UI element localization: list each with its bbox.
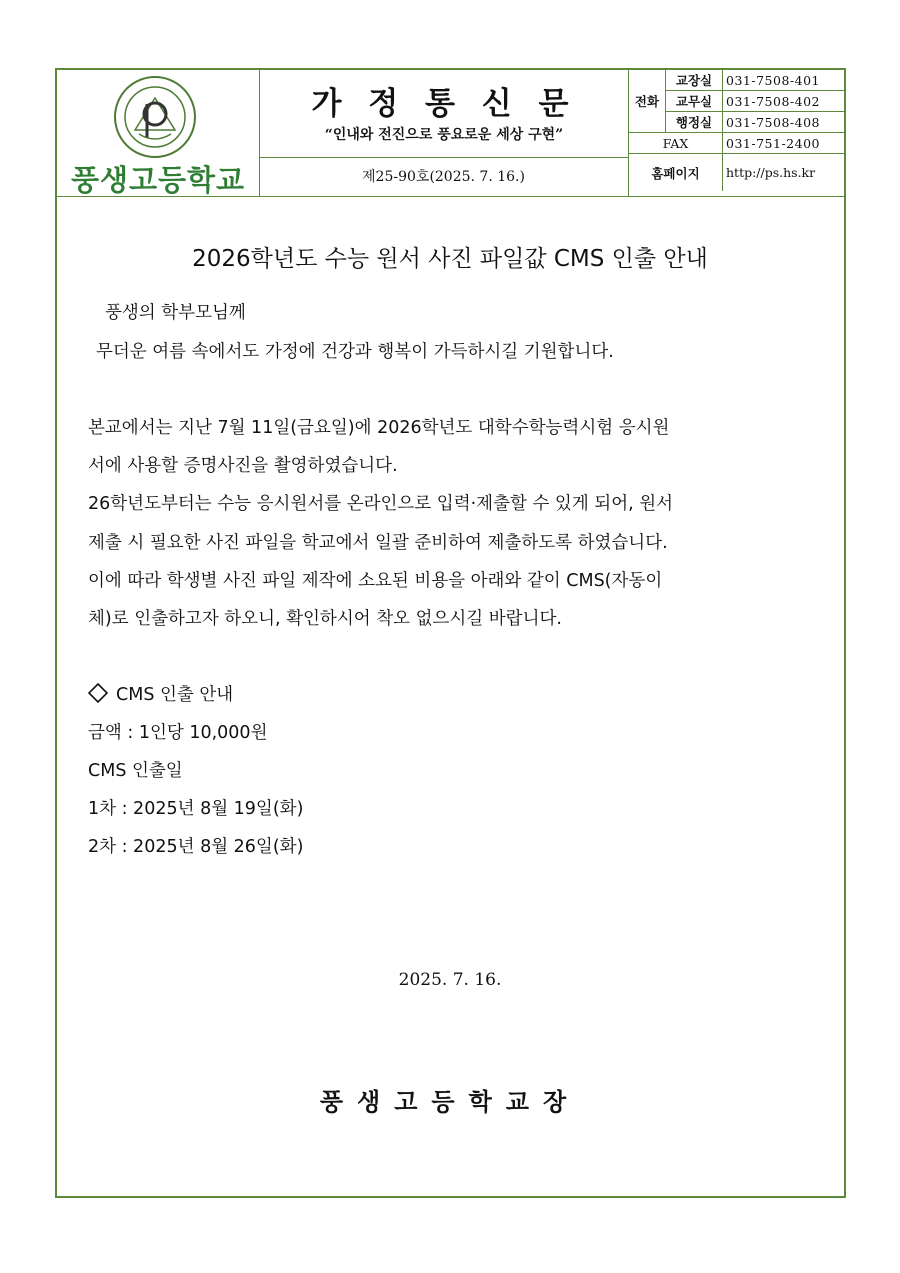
- cms-heading-text: CMS 인출 안내: [116, 685, 234, 705]
- school-name: 풍생고등학교: [70, 163, 246, 197]
- phone-label: 전화: [629, 70, 666, 133]
- paragraph-line: 본교에서는 지난 7월 11일(금요일)에 2026학년도 대학수학능력시험 응시원: [88, 418, 670, 438]
- issue-date: 2025. 7. 16.: [398, 970, 502, 990]
- paragraph-line: 서에 사용할 증명사진을 촬영하였습니다.: [88, 456, 398, 476]
- amount-line: 금액 : 1인당 10,000원: [88, 723, 268, 743]
- cms-heading: [88, 677, 233, 714]
- document-title: 2026학년도 수능 원서 사진 파일값 CMS 인출 안내: [192, 246, 708, 272]
- second-withdrawal: 2차 : 2025년 8월 26일(화): [88, 837, 304, 857]
- room-label: 교장실: [666, 70, 723, 91]
- letterhead: [57, 70, 844, 197]
- phone-number: 031-7508-401: [723, 70, 845, 91]
- principal-signature: 풍생고등학교장: [319, 1087, 581, 1116]
- issue-number: 제25-90호(2025. 7. 16.): [259, 158, 629, 196]
- paragraph-line: 제출 시 필요한 사진 파일을 학교에서 일괄 준비하여 제출하도록 하였습니다.: [88, 533, 668, 553]
- paragraph-line: 체)로 인출하고자 하오니, 확인하시어 착오 없으시길 바랍니다.: [88, 609, 562, 629]
- first-withdrawal: 1차 : 2025년 8월 19일(화): [88, 799, 304, 819]
- room-label: 행정실: [666, 112, 723, 133]
- title-cell: [259, 70, 629, 158]
- school-emblem-icon: [109, 74, 201, 160]
- phone-number: 031-7508-408: [723, 112, 845, 133]
- contact-table: [629, 70, 844, 196]
- fax-label: FAX: [629, 133, 723, 154]
- room-label: 교무실: [666, 91, 723, 112]
- paragraph-line: 이에 따라 학생별 사진 파일 제작에 소요된 비용을 아래와 같이 CMS(자동이: [88, 571, 663, 591]
- homepage-link[interactable]: http://ps.hs.kr: [723, 154, 845, 192]
- greeting-recipient: 풍생의 학부모님께: [105, 303, 246, 323]
- withdraw-date-label: CMS 인출일: [88, 761, 183, 781]
- greeting-text: 무더운 여름 속에서도 가정에 건강과 행복이 가득하시길 기원합니다.: [96, 342, 614, 362]
- homepage-label: 홈페이지: [629, 154, 723, 192]
- newsletter-title: 가 정 통 신 문: [311, 86, 577, 122]
- logo-cell: [57, 70, 260, 196]
- paragraph-line: 26학년도부터는 수능 응시원서를 온라인으로 입력·제출할 수 있게 되어, 원서: [88, 494, 674, 514]
- fax-number: 031-751-2400: [723, 133, 845, 154]
- diamond-outline-icon: [88, 683, 108, 703]
- school-slogan: “인내와 전진으로 풍요로운 세상 구현”: [324, 127, 564, 143]
- phone-number: 031-7508-402: [723, 91, 845, 112]
